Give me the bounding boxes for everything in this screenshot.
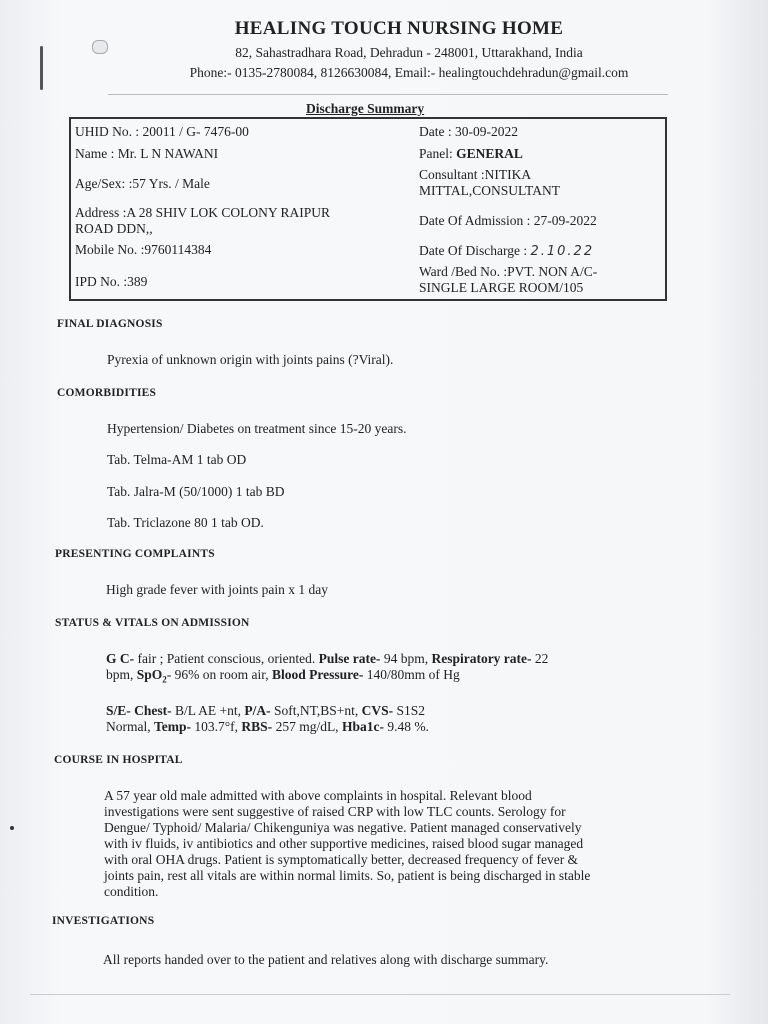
course-line: condition.: [104, 884, 159, 899]
uhid-field: UHID No. : 20011 / G- 7476-00: [75, 124, 249, 139]
medication-line: Tab. Jalra-M (50/1000) 1 tab BD: [107, 484, 285, 499]
course-line: investigations were sent suggestive of raised CRP with low TLC counts. Serology for: [104, 804, 566, 819]
pulse-value: 94 bpm,: [383, 651, 429, 666]
spo2-label: SpO$_2$: [136, 667, 167, 685]
investigations-text: All reports handed over to the patient and relatives along with discharge summary.: [103, 952, 549, 967]
pulse-label: Pulse rate-: [318, 651, 381, 666]
course-line: joints pain, rest all vitals are within normal limits. So, patient is being discharged in stable: [104, 868, 591, 883]
patient-info-box: [69, 117, 667, 301]
final-diagnosis-text: Pyrexia of unknown origin with joints pains (?Viral).: [107, 352, 394, 367]
pa-label: P/A-: [244, 703, 271, 718]
age-sex-field: Age/Sex: :57 Yrs. / Male: [75, 176, 210, 191]
hospital-contact: Phone:- 0135-2780084, 8126630084, Email:- healingtouchdehradun@gmail.com: [189, 65, 629, 80]
medication-line: Tab. Telma-AM 1 tab OD: [107, 452, 247, 467]
pa-value: Soft,NT,BS+nt,: [274, 703, 359, 718]
rbs-value: 257 mg/dL,: [275, 719, 339, 734]
presenting-complaints-text: High grade fever with joints pain x 1 day: [106, 582, 328, 597]
gc-text: fair ; Patient conscious, oriented.: [137, 651, 316, 666]
bp-value: 140/80mm of Hg: [366, 667, 460, 682]
se-chest-value: B/L AE +nt,: [175, 703, 242, 718]
discharge-date-handwritten: 2.10.22: [530, 244, 595, 259]
gc-label: G C-: [106, 651, 135, 666]
date-field: Date : 30-09-2022: [419, 124, 518, 139]
course-line: with iv fluids, iv antibiotics and other supportive medicines, raised blood sugar managed: [104, 836, 584, 851]
letterhead: [0, 18, 768, 81]
comorbidities-heading: COMORBIDITIES: [57, 387, 157, 399]
bp-label: Blood Pressure-: [271, 667, 364, 682]
vitals-paragraph-2: [106, 703, 666, 735]
ward-field-line2: SINGLE LARGE ROOM/105: [419, 280, 584, 295]
bpm-text: bpm,: [106, 667, 134, 682]
address-field-line2: ROAD DDN,,: [75, 221, 153, 236]
temp-label: Temp-: [154, 719, 192, 734]
se-chest-label: S/E- Chest-: [106, 703, 172, 718]
medication-line: Tab. Triclazone 80 1 tab OD.: [107, 515, 264, 530]
course-line: with oral OHA drugs. Patient is symptomatically better, decreased frequency of fever &: [104, 852, 579, 867]
final-diagnosis-heading: FINAL DIAGNOSIS: [57, 318, 163, 330]
panel-value: GENERAL: [456, 146, 523, 161]
ward-field-line1: Ward /Bed No. :PVT. NON A/C-: [419, 264, 598, 279]
presenting-complaints-heading: PRESENTING COMPLAINTS: [55, 548, 215, 560]
hba1c-label: Hba1c-: [341, 719, 384, 734]
consultant-field-line1: Consultant :NITIKA: [419, 167, 532, 182]
rbs-label: RBS-: [241, 719, 273, 734]
course-line: Dengue/ Typhoid/ Malaria/ Chikenguniya was negative. Patient managed conservatively: [104, 820, 582, 835]
course-line: A 57 year old male admitted with above complaints in hospital. Relevant blood: [104, 788, 532, 803]
hospital-name: HEALING TOUCH NURSING HOME: [234, 18, 564, 39]
course-heading: COURSE IN HOSPITAL: [54, 754, 183, 766]
resp-label: Respiratory rate-: [431, 651, 532, 666]
panel-field: [419, 146, 523, 162]
status-vitals-heading: STATUS & VITALS ON ADMISSION: [55, 617, 250, 629]
document-title: Discharge Summary: [306, 101, 425, 116]
margin-mark: [10, 826, 14, 830]
spo2-value: - 96% on room air,: [166, 667, 269, 682]
vitals-paragraph-1: [106, 651, 666, 688]
normal-text: Normal,: [106, 719, 151, 734]
hba1c-value: 9.48 %.: [387, 719, 429, 734]
discharge-date-field: [419, 243, 594, 260]
mobile-field: Mobile No. :9760114384: [75, 242, 212, 257]
admission-date-field: Date Of Admission : 27-09-2022: [419, 213, 597, 228]
cvs-value: S1S2: [396, 703, 426, 718]
cvs-label: CVS-: [361, 703, 394, 718]
hospital-address: 82, Sahastradhara Road, Dehradun - 248001, Uttarakhand, India: [235, 45, 583, 60]
patient-name-field: Name : Mr. L N NAWANI: [75, 146, 219, 161]
investigations-heading: INVESTIGATIONS: [52, 915, 155, 927]
header-divider: [108, 94, 668, 95]
discharge-date-label: Date Of Discharge :: [419, 243, 528, 258]
consultant-field-line2: MITTAL,CONSULTANT: [419, 183, 560, 198]
temp-value: 103.7°f,: [194, 719, 239, 734]
comorbidity-line: Hypertension/ Diabetes on treatment since 15-20 years.: [107, 421, 407, 436]
address-field-line1: Address :A 28 SHIV LOK COLONY RAIPUR: [75, 205, 331, 220]
footer-divider: [30, 994, 730, 995]
ipd-field: IPD No. :389: [75, 274, 148, 289]
resp-value: 22: [534, 651, 549, 666]
panel-label: Panel:: [419, 146, 453, 161]
